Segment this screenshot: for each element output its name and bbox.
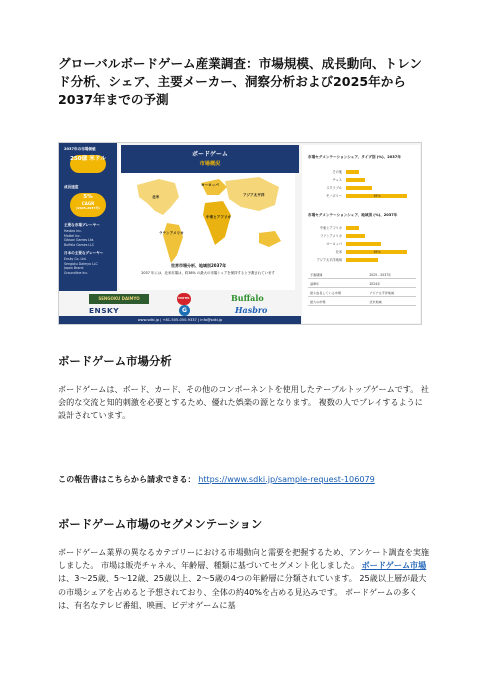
sample-request-link[interactable]: https://www.sdki.jp/sample-request-106079: [198, 474, 375, 484]
bar-label: その他: [332, 170, 342, 174]
table-cell: 2025 - 2037年: [367, 270, 416, 279]
jp-player-item: Japan Brand: [64, 266, 84, 270]
bar-label: モノポリー: [326, 194, 342, 198]
section-heading-segmentation: ボードゲーム市場のセグメンテーション: [58, 517, 263, 531]
map-caption-text: 2037 年には、北米市場は、約38% の最大の市場シェアを保持すると予測されています: [141, 271, 275, 275]
table-row: [308, 279, 416, 288]
bar-row: [308, 185, 418, 191]
banner-title: ボードゲーム: [192, 151, 228, 158]
table-row: [308, 297, 416, 306]
cagr-label: CAGR: [81, 201, 95, 206]
market-value-label: 2037年の市場価値: [64, 147, 96, 151]
player-item: Hasbro Inc.: [64, 229, 82, 233]
map-region-label: アジア太平洋: [243, 193, 265, 197]
section-heading-analysis: ボードゲーム市場分析: [58, 354, 172, 368]
infographic-footer: www.sdki.jp | +81-505-050-9337 | info@sdki.jp: [59, 316, 301, 324]
player-item: Buffalo Games LLC: [64, 242, 95, 247]
jp-players-list: [64, 257, 98, 275]
ensky-logo: ENSKY: [89, 306, 120, 315]
players-list: [64, 229, 94, 247]
bar: [346, 258, 378, 262]
bar-row: [308, 177, 418, 183]
board-game-market-link[interactable]: ボードゲーム市場: [361, 560, 427, 571]
analysis-paragraph: ボードゲームは、ボード、カード、その他のコンポーネントを使用したテーブルトップゲームです。 社会的な交流と知的刺激を必要とするため、優れた娯楽の源となります。 複数の人でプレイするように設計されています。: [58, 384, 430, 421]
map-region-label: ラテンアメリカ: [159, 231, 184, 235]
mattel-logo: MATTEL: [177, 293, 191, 305]
bar-row: [308, 241, 418, 247]
map-region-label: ヨーロッパ: [201, 183, 219, 187]
cagr-value: 5%: [83, 194, 93, 200]
bar: [346, 186, 372, 190]
table-cell: 最も成長している市場: [308, 288, 367, 297]
segmentation-text-a: ボードゲーム業界の異なるカテゴリーにおける市場動向と需要を把握するため、アンケート調査を実施しました。 市場は販売チャネル、年齢層、種類に基づいてセグメント化しました。: [58, 547, 430, 571]
map-region-label: 北米: [152, 195, 160, 199]
infographic-banner: [121, 145, 299, 173]
bar: [346, 178, 365, 182]
request-line: [58, 473, 438, 486]
map-region-label: 中東とアフリカ: [206, 215, 231, 219]
market-infographic: [58, 142, 422, 325]
bar-label: チェス: [332, 178, 342, 182]
bar-value: 38%: [373, 250, 381, 254]
table-cell: 最大の市場: [308, 297, 367, 306]
players-label: 主要な市場プレーヤー: [64, 223, 100, 227]
table-cell: 予測期間: [308, 270, 367, 279]
page-title: グローバルボードゲーム産業調査：市場規模、成長動向、トレンド分析、シェア、主要メーカー、洞察分析および2025年から2037年までの予測: [58, 56, 423, 107]
bar-label: アジア太平洋地域: [316, 258, 342, 262]
summary-table: [308, 270, 416, 306]
bar-row: [308, 169, 418, 175]
infographic-left-panel: [59, 143, 117, 291]
player-item: Gibson Games Ltd.: [64, 238, 95, 242]
banner-subtitle: 市場概況: [199, 161, 221, 167]
map-caption-title: 世界市場分析、地域別2037年: [171, 263, 227, 268]
segmentation-paragraph: [58, 546, 430, 612]
share-region-title: 市場セグメンテーションシェア、地域別 (%)、2037年: [308, 213, 398, 217]
brand-logos: [59, 293, 299, 317]
bar-label: 北米: [335, 250, 342, 254]
table-cell: 基準年: [308, 279, 367, 288]
jp-player-item: Sengoku Daimyo LLC: [64, 261, 98, 266]
table-cell: アジア太平洋地域: [367, 288, 416, 297]
infographic-right-panel: [302, 145, 420, 323]
share-type-title: 市場セグメンテーションシェア、タイプ別 (%)、2037年: [308, 155, 401, 159]
bar: [346, 170, 359, 174]
bar-label: ヨーロッパ: [326, 242, 342, 246]
jp-players-label: 日本の主要なプレーヤー: [64, 251, 104, 255]
bar-value: 38%: [373, 194, 381, 198]
table-cell: 北米地域: [367, 297, 416, 306]
sengoku-logo: SENGOKU DAIMYO: [89, 294, 149, 304]
bar-label: ラテンアメリカ: [320, 234, 342, 238]
bar: [346, 234, 365, 238]
bar-row: [308, 257, 418, 263]
jp-player-item: Ensky Co. Ltd.: [64, 257, 87, 261]
buffalo-logo: Buffalo: [231, 293, 264, 303]
bar: [346, 226, 359, 230]
market-value-badge: 250億 米ドル: [70, 155, 106, 173]
bar: [346, 242, 381, 246]
bar-row: [308, 249, 418, 255]
bar-label: スクラブル: [326, 186, 342, 190]
bar-row: [308, 193, 418, 199]
jp-player-item: Groundline Inc.: [64, 270, 89, 275]
table-cell: 2024年: [367, 279, 416, 288]
segmentation-text-b: は、3～25歳、5～12歳、25歳以上、2～5歳の4つの年齢層に分類されています。 25歳以上層が最大の市場シェアを占めると予想されており、全体の約40%を占める見込みです。 ボードゲームの多くは、有名なテレビ番組、映画、ビデオゲームに基: [58, 573, 427, 610]
growth-label: 成長速度: [64, 185, 79, 189]
bar-label: 中東とアフリカ: [319, 226, 342, 230]
table-row: [308, 270, 416, 279]
request-label: この報告書はこちらから請求できる：: [58, 474, 196, 484]
gibson-logo: G: [179, 305, 190, 316]
hasbro-logo: Hasbro: [235, 305, 268, 315]
bar-row: [308, 233, 418, 239]
table-row: [308, 288, 416, 297]
cagr-period: (2025-2037年): [76, 206, 100, 210]
bar-row: [308, 225, 418, 231]
cagr-badge: [70, 193, 106, 217]
player-item: Mattel Inc.: [64, 233, 81, 238]
